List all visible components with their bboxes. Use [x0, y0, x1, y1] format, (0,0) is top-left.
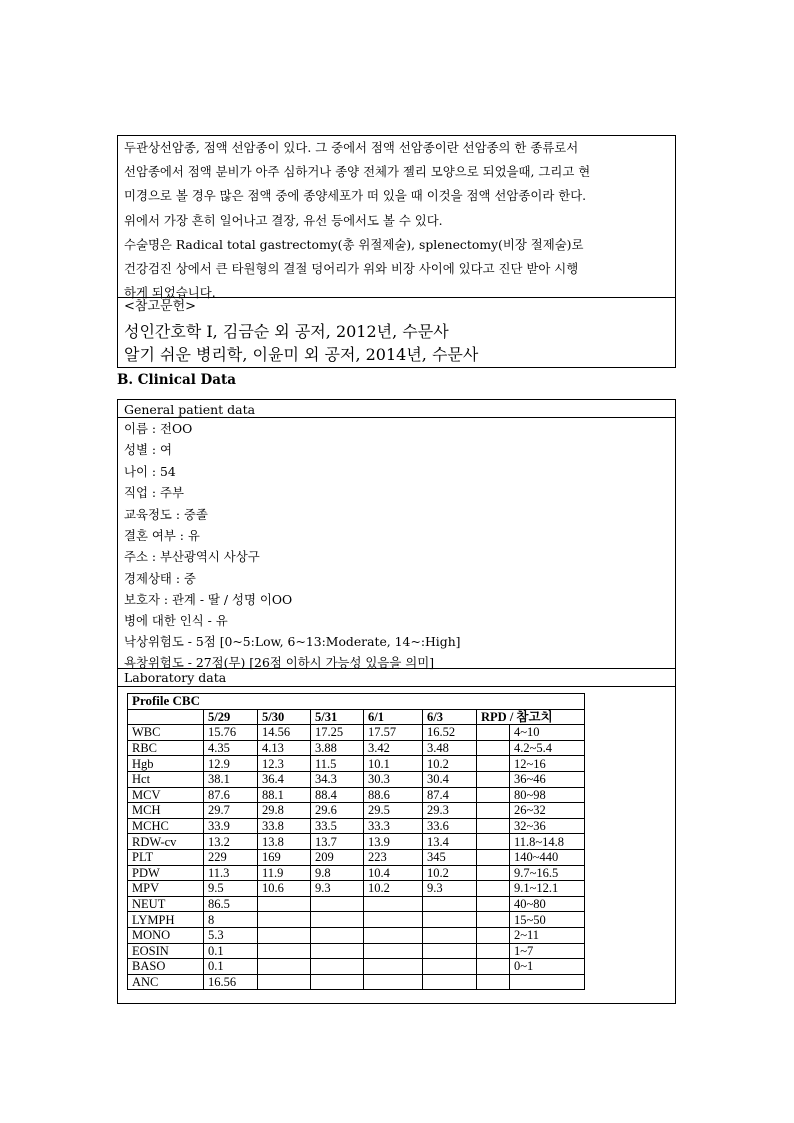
table-cell [477, 927, 510, 943]
table-cell [258, 912, 311, 928]
table-cell: 15~50 [510, 912, 585, 928]
table-cell: 33.6 [423, 818, 477, 834]
table-cell: 4.2~5.4 [510, 740, 585, 756]
divider [118, 686, 675, 687]
table-row [128, 943, 585, 959]
table-cell [477, 756, 510, 772]
test-name-cell: LYMPH [128, 912, 204, 928]
table-cell: 9.1~12.1 [510, 881, 585, 897]
table-cell: 14.56 [258, 725, 311, 741]
reference-item: 성인간호학 Ⅰ, 김금순 외 공저, 2012년, 수문사 [124, 322, 449, 341]
table-cell [364, 927, 423, 943]
paragraph-line: 두관상선암종, 점액 선암종이 있다. 그 중에서 점액 선암종이란 선암종의 한 종류로서 [124, 140, 579, 155]
table-cell: 13.7 [311, 834, 364, 850]
table-cell: 34.3 [311, 771, 364, 787]
table-cell: 9.3 [423, 881, 477, 897]
table-cell: 38.1 [204, 771, 258, 787]
table-row [128, 865, 585, 881]
table-cell: 4.35 [204, 740, 258, 756]
column-header: 5/30 [258, 709, 311, 725]
table-cell [258, 943, 311, 959]
table-cell: 10.4 [364, 865, 423, 881]
table-cell: 8 [204, 912, 258, 928]
test-name-cell: MCH [128, 803, 204, 819]
table-cell: 13.4 [423, 834, 477, 850]
patient-education: 교육정도 : 중졸 [124, 507, 208, 522]
column-header: RPD / 참고치 [477, 709, 585, 725]
table-cell: 209 [311, 849, 364, 865]
table-cell [258, 959, 311, 975]
table-cell: 29.3 [423, 803, 477, 819]
column-header: 6/1 [364, 709, 423, 725]
table-cell: 29.8 [258, 803, 311, 819]
table-row [128, 974, 585, 990]
patient-awareness: 병에 대한 인식 - 유 [124, 613, 228, 628]
table-cell [311, 959, 364, 975]
paragraph-line: 미경으로 볼 경우 많은 점액 중에 종양세포가 떠 있을 때 이것을 점액 선암종이라 한다. [124, 188, 587, 204]
test-name-cell: RBC [128, 740, 204, 756]
table-cell [510, 974, 585, 990]
table-cell: 223 [364, 849, 423, 865]
table-cell: 12.3 [258, 756, 311, 772]
cbc-table [127, 693, 585, 990]
table-row [128, 787, 585, 803]
table-cell: 4~10 [510, 725, 585, 741]
table-row [128, 818, 585, 834]
table-cell [477, 787, 510, 803]
table-cell [477, 803, 510, 819]
table-cell [477, 740, 510, 756]
divider [118, 297, 675, 298]
table-cell: 30.3 [364, 771, 423, 787]
table-cell: 13.2 [204, 834, 258, 850]
test-name-cell: PLT [128, 849, 204, 865]
table-cell [477, 725, 510, 741]
table-cell: 15.76 [204, 725, 258, 741]
table-cell: 3.48 [423, 740, 477, 756]
table-cell: 5.3 [204, 927, 258, 943]
table-cell: 87.4 [423, 787, 477, 803]
table-cell: 9.5 [204, 881, 258, 897]
test-name-cell: Hct [128, 771, 204, 787]
column-header: 5/29 [204, 709, 258, 725]
table-cell: 10.1 [364, 756, 423, 772]
table-cell [477, 943, 510, 959]
table-cell: 32~36 [510, 818, 585, 834]
table-cell: 11.8~14.8 [510, 834, 585, 850]
table-cell [477, 865, 510, 881]
table-cell [364, 896, 423, 912]
table-row [128, 771, 585, 787]
reference-item: 알기 쉬운 병리학, 이윤미 외 공저, 2014년, 수문사 [124, 345, 479, 364]
table-cell: 88.6 [364, 787, 423, 803]
table-cell: 2~11 [510, 927, 585, 943]
table-cell [311, 974, 364, 990]
table-cell: 33.3 [364, 818, 423, 834]
table-row [128, 896, 585, 912]
test-name-cell: RDW-cv [128, 834, 204, 850]
pressure-ulcer-risk: 욕창위험도 - 27점(무) [26점 이하시 가능성 있음을 의미] [124, 655, 435, 670]
table-cell: 33.8 [258, 818, 311, 834]
table-row [128, 959, 585, 975]
description-box [117, 135, 676, 368]
table-cell [364, 959, 423, 975]
table-cell: 10.2 [423, 756, 477, 772]
test-name-cell: NEUT [128, 896, 204, 912]
table-cell: 88.4 [311, 787, 364, 803]
column-header: 5/31 [311, 709, 364, 725]
table-cell: 13.8 [258, 834, 311, 850]
table-cell [477, 849, 510, 865]
table-cell [364, 974, 423, 990]
table-cell: 17.25 [311, 725, 364, 741]
table-cell [477, 912, 510, 928]
table-row [128, 756, 585, 772]
table-cell: 169 [258, 849, 311, 865]
table-row [128, 881, 585, 897]
table-cell: 345 [423, 849, 477, 865]
table-row [128, 849, 585, 865]
profile-title: Profile CBC [128, 694, 585, 710]
table-cell: 29.5 [364, 803, 423, 819]
table-cell: 0.1 [204, 943, 258, 959]
table-cell: 16.52 [423, 725, 477, 741]
paragraph-line: 선암종에서 점액 분비가 아주 심하거나 종양 전체가 젤리 모양으로 되었을때, 그리고 현 [124, 164, 591, 180]
table-cell [477, 771, 510, 787]
table-cell: 10.2 [423, 865, 477, 881]
table-cell: 88.1 [258, 787, 311, 803]
test-name-cell: ANC [128, 974, 204, 990]
table-cell: 16.56 [204, 974, 258, 990]
table-cell: 229 [204, 849, 258, 865]
table-cell: 29.7 [204, 803, 258, 819]
table-cell: 11.9 [258, 865, 311, 881]
table-cell [258, 927, 311, 943]
table-cell: 36.4 [258, 771, 311, 787]
table-cell: 4.13 [258, 740, 311, 756]
table-cell: 33.5 [311, 818, 364, 834]
table-cell: 0~1 [510, 959, 585, 975]
patient-economic: 경제상태 : 중 [124, 571, 196, 586]
table-cell [423, 927, 477, 943]
test-name-cell: Hgb [128, 756, 204, 772]
general-data-title: General patient data [124, 402, 256, 417]
table-cell [364, 943, 423, 959]
test-name-cell: MCV [128, 787, 204, 803]
table-row [128, 694, 585, 710]
table-cell [311, 912, 364, 928]
patient-guardian: 보호자 : 관계 - 딸 / 성명 이OO [124, 592, 293, 607]
table-cell: 11.5 [311, 756, 364, 772]
test-name-cell: MONO [128, 927, 204, 943]
table-row [128, 927, 585, 943]
table-cell: 17.57 [364, 725, 423, 741]
table-row [128, 803, 585, 819]
table-cell: 10.6 [258, 881, 311, 897]
description-paragraph [124, 136, 670, 305]
table-cell [477, 896, 510, 912]
test-name-cell: BASO [128, 959, 204, 975]
table-cell [423, 974, 477, 990]
table-cell [258, 896, 311, 912]
lab-data-title: Laboratory data [124, 670, 227, 685]
table-cell: 40~80 [510, 896, 585, 912]
clinical-data-box [117, 399, 676, 1004]
table-cell: 30.4 [423, 771, 477, 787]
table-cell [311, 943, 364, 959]
patient-age: 나이 : 54 [124, 464, 176, 479]
section-title: B. Clinical Data [117, 372, 236, 388]
paragraph-line: 수술명은 Radical total gastrectomy(총 위절제술), splenectomy(비장 절제술)로 [124, 236, 584, 252]
patient-occupation: 직업 : 주부 [124, 485, 184, 500]
table-header-row [128, 709, 585, 725]
table-cell [477, 959, 510, 975]
table-cell: 13.9 [364, 834, 423, 850]
paragraph-line: 위에서 가장 흔히 일어나고 결장, 유선 등에서도 볼 수 있다. [124, 212, 443, 228]
table-cell: 3.42 [364, 740, 423, 756]
table-cell: 87.6 [204, 787, 258, 803]
table-cell: 0.1 [204, 959, 258, 975]
table-cell [258, 974, 311, 990]
table-cell: 9.7~16.5 [510, 865, 585, 881]
table-cell: 1~7 [510, 943, 585, 959]
references-heading: <참고문헌> [124, 299, 197, 314]
table-cell: 86.5 [204, 896, 258, 912]
patient-sex: 성별 : 여 [124, 442, 172, 457]
patient-name: 이름 : 전OO [124, 421, 193, 436]
table-cell [423, 959, 477, 975]
table-cell: 12~16 [510, 756, 585, 772]
table-cell [477, 974, 510, 990]
table-cell [477, 881, 510, 897]
table-row [128, 834, 585, 850]
table-cell: 29.6 [311, 803, 364, 819]
paragraph-line: 하게 되었습니다. [124, 285, 216, 301]
table-cell [477, 834, 510, 850]
table-cell: 3.88 [311, 740, 364, 756]
table-cell [423, 912, 477, 928]
column-header [128, 709, 204, 725]
divider [118, 417, 675, 418]
paragraph-line: 건강검진 상에서 큰 타원형의 결절 덩어리가 위와 비장 사이에 있다고 진단 받아 시행 [124, 261, 579, 277]
divider [118, 668, 675, 669]
table-cell [423, 896, 477, 912]
table-cell [477, 818, 510, 834]
table-cell: 9.3 [311, 881, 364, 897]
test-name-cell: MPV [128, 881, 204, 897]
table-cell: 36~46 [510, 771, 585, 787]
test-name-cell: MCHC [128, 818, 204, 834]
table-cell: 11.3 [204, 865, 258, 881]
test-name-cell: PDW [128, 865, 204, 881]
table-row [128, 725, 585, 741]
table-cell [311, 896, 364, 912]
table-cell: 26~32 [510, 803, 585, 819]
column-header: 6/3 [423, 709, 477, 725]
table-cell: 9.8 [311, 865, 364, 881]
table-cell: 140~440 [510, 849, 585, 865]
test-name-cell: EOSIN [128, 943, 204, 959]
table-cell: 12.9 [204, 756, 258, 772]
fall-risk: 낙상위험도 - 5점 [0~5:Low, 6~13:Moderate, 14~:High] [124, 634, 461, 649]
table-cell [423, 943, 477, 959]
patient-address: 주소 : 부산광역시 사상구 [124, 549, 260, 564]
table-cell [311, 927, 364, 943]
test-name-cell: WBC [128, 725, 204, 741]
table-cell [364, 912, 423, 928]
patient-marital: 결혼 여부 : 유 [124, 528, 200, 543]
table-cell: 10.2 [364, 881, 423, 897]
table-cell: 33.9 [204, 818, 258, 834]
table-row [128, 740, 585, 756]
table-cell: 80~98 [510, 787, 585, 803]
table-row [128, 912, 585, 928]
